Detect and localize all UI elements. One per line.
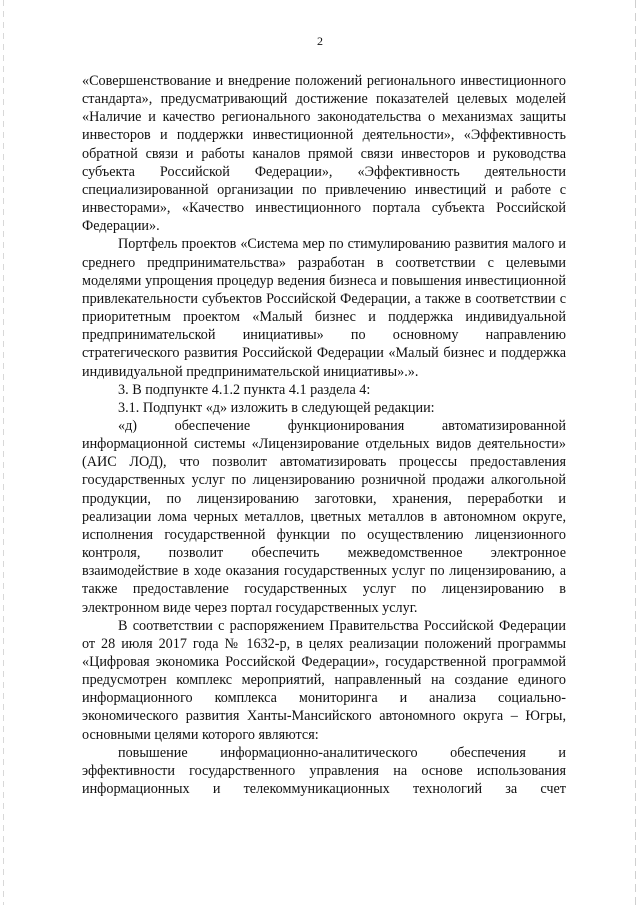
paragraph-ais-lod: «д) обеспечение функционирования автоматизированной информационной системы «Лицензирование отдельных видов деятельности» (АИС ЛОД), что позволит автоматизировать процессы предоставления государственных услуг по лицензированию розничной продажи алкогольной продукции, по лицензированию заготовки, хранения, переработки и реализации лома черных металлов, цветных металлов в автономном округе, исполнения государственной функции по осуществлению лицензионного контроля, позволит обеспечить межведомственное электронное взаимодействие в ходе оказания государственных услуг по лицензированию, а также предоставление государственных услуг по лицензированию в электронном виде через портал государственных услуг. <box>82 417 566 616</box>
page-number: 2 <box>317 34 323 48</box>
paragraph-subclause-3: 3. В подпункте 4.1.2 пункта 4.1 раздела 4: <box>118 381 371 398</box>
paragraph-subclause-3-1: 3.1. Подпункт «д» изложить в следующей редакции: <box>118 399 435 416</box>
paragraph-digital-economy: В соответствии с распоряжением Правительства Российской Федерации от 28 июля 2017 года № 1632-р, в целях реализации положений программы «Цифровая экономика Российской Федерации», государственной программой предусмотрен комплекс мероприятий, направленный на создание единого информационного комплекса мониторинга и анализа социально-экономического развития Ханты-Мансийского автономного округа – Югры, основными целями которого являются: <box>82 617 566 743</box>
paragraph-goals: повышение информационно-аналитического обеспечения и эффективности государственного управления на основе использования информационных и телекоммуникационных технологий за счет <box>82 744 566 798</box>
scan-edge-right <box>635 0 636 905</box>
paragraph-sme-portfolio: Портфель проектов «Система мер по стимулированию развития малого и среднего предпринимательства» разработан в соответствии с целевыми моделями упрощения процедур ведения бизнеса и повышения инвестиционной привлекательности субъектов Российской Федерации, а также в соответствии с приоритетным проектом «Малый бизнес и поддержка индивидуальной предпринимательской инициативы» по основному направлению стратегического развития Российской Федерации «Малый бизнес и поддержка индивидуальной предпринимательской инициативы».». <box>82 236 566 380</box>
document-body <box>82 72 566 798</box>
paragraph-investment-standard: «Совершенствование и внедрение положений регионального инвестиционного стандарта», предусматривающий достижение показателей целевых моделей «Наличие и качество регионального законодательства о механизмах защиты инвесторов и поддержки инвестиционной деятельности», «Эффективность обратной связи и работы каналов прямой связи инвесторов и руководства субъекта Российской Федерации», «Эффективность деятельности специализированной организации по привлечению инвестиций и работе с инвесторами», «Качество инвестиционного портала субъекта Российской Федерации». <box>82 73 566 235</box>
scan-edge-left <box>3 0 4 905</box>
